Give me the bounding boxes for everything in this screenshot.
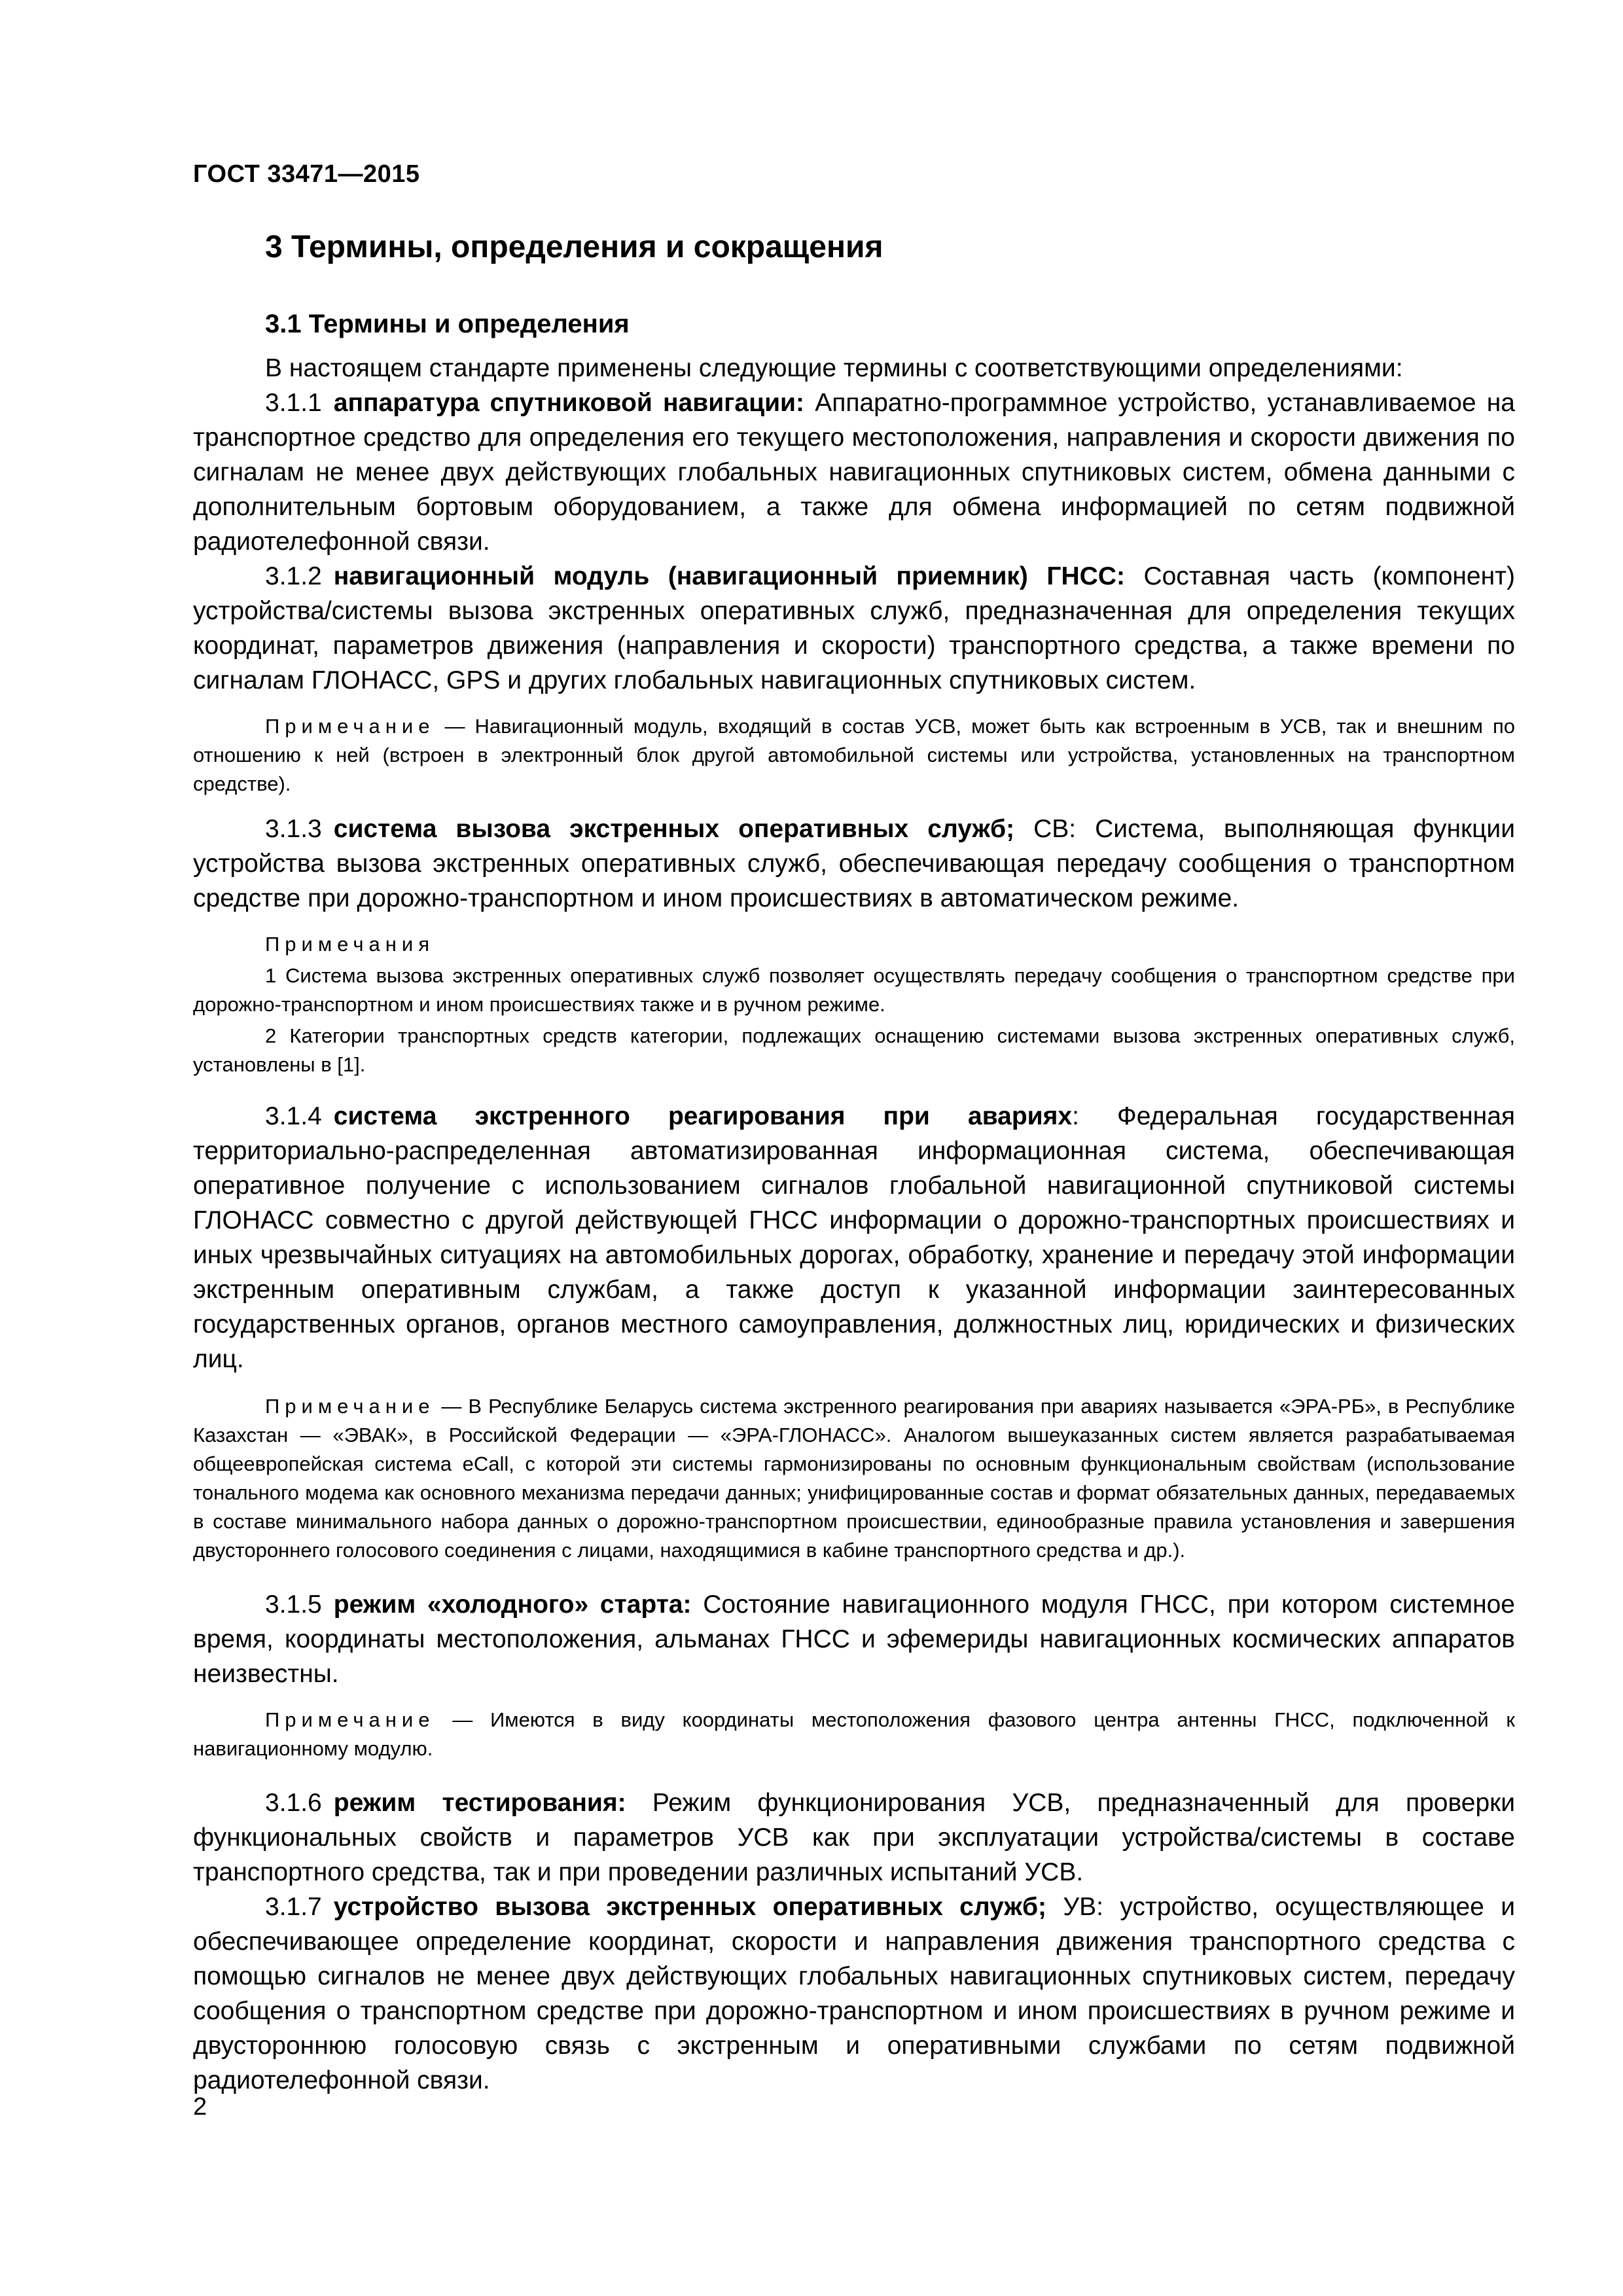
term-3-1-3	[193, 812, 1515, 916]
term-definition: Аппаратно-программное устройство, устанавливаемое на транспортное средство для определения его текущего местоположения, направления и скорости движения по сигналам не менее двух действующих глобальных навигационных спутниковых систем, обмена данными с дополнительным бортовым оборудованием, а также для обмена информацией по сетям подвижной радиотелефонной связи.	[193, 389, 1515, 556]
note-text: — Навигационный модуль, входящий в состав УСВ, может быть как встроенным в УСВ, так и внешним по отношению к ней (встроен в электронный блок другой автомобильной системы или устройства, установленных на транспортном средстве).	[193, 715, 1515, 795]
term-3-1-1	[193, 386, 1515, 559]
term-name: система вызова экстренных оперативных служб;	[333, 815, 1015, 843]
term-definition: Режим функционирования УСВ, предназначенный для проверки функциональных свойств и параметров УСВ как при эксплуатации устройства/системы в составе транспортного средства, так и при проведении различных испытаний УСВ.	[193, 1789, 1515, 1886]
subsection-title: 3.1 Термины и определения	[265, 310, 630, 338]
note-item-2: 2 Категории транспортных средств категории, подлежащих оснащению системами вызова экстренных оперативных служб, установлены в [1].	[193, 1024, 1515, 1076]
term-name: режим «холодного» старта:	[333, 1590, 692, 1619]
note-item-1: 1 Система вызова экстренных оперативных служб позволяет осуществлять передачу сообщения о транспортном средстве при дорожно-транспортном и ином происшествиях также и в ручном режиме.	[193, 964, 1515, 1016]
term-number: 3.1.4	[265, 1102, 322, 1130]
term-3-1-4	[193, 1099, 1515, 1376]
note-3-1-2	[193, 712, 1515, 798]
term-3-1-6	[193, 1785, 1515, 1890]
term-definition: УВ: устройство, осуществляющее и обеспечивающее определение координат, скорости и направления движения транспортного средства с помощью сигналов не менее двух действующих глобальных навигационных спутниковых систем, передачу сообщения о транспортном средстве при дорожно-транспортном и ином происшествиях в ручном режиме и двустороннюю голосовую связь с экстренным и оперативными службами по сетям подвижной радиотелефонной связи.	[193, 1893, 1515, 2094]
term-number: 3.1.2	[265, 562, 322, 590]
term-definition: Составная часть (компонент) устройства/системы вызова экстренных оперативных служб, предназначенная для определения текущих координат, параметров движения (направления и скорости) транспортного средства, а также времени по сигналам ГЛОНАСС, GPS и других глобальных навигационных спутниковых систем.	[193, 562, 1515, 694]
term-definition: СВ: Система, выполняющая функции устройства вызова экстренных оперативных служб, обеспечивающая передачу сообщения о транспортном средстве при дорожно-транспортном и ином происшествиях в автоматическом режиме.	[193, 815, 1515, 912]
intro-paragraph: В настоящем стандарте применены следующие термины с соответствующими определениями:	[265, 354, 1403, 382]
note-label: Примечание	[265, 1708, 435, 1731]
document-code: ГОСТ 33471—2015	[193, 160, 420, 188]
term-name: навигационный модуль (навигационный приемник) ГНСС:	[333, 562, 1125, 590]
section-title: 3 Термины, определения и сокращения	[265, 230, 883, 264]
document-body	[193, 306, 1515, 2098]
term-number: 3.1.7	[265, 1893, 322, 1921]
term-3-1-7	[193, 1890, 1515, 2098]
note-text: — В Республике Беларусь система экстренного реагирования при авариях называется «ЭРА-РБ», в Республике Казахстан — «ЭВАК», в Российской Федерации — «ЭРА-ГЛОНАСС». Аналогом вышеуказанных систем является разрабатываемая общеевропейская система eCall, с которой эти системы гармонизированы по основным функциональным свойствам (использование тонального модема как основного механизма передачи данных; унифицированные состав и формат обязательных данных, передаваемых в составе минимального набора данных о дорожно-транспортном происшествии, единообразные правила установления и завершения двустороннего голосового соединения с лицами, находящимися в кабине транспортного средства и др.).	[193, 1395, 1515, 1562]
term-definition: Состояние навигационного модуля ГНСС, при котором системное время, координаты местоположения, альманах ГНСС и эфемериды навигационных космических аппаратов неизвестны.	[193, 1590, 1515, 1688]
note-label: Примечание	[265, 715, 435, 738]
term-3-1-2	[193, 559, 1515, 698]
note-3-1-4	[193, 1392, 1515, 1565]
note-3-1-5	[193, 1706, 1515, 1763]
term-number: 3.1.1	[265, 389, 322, 417]
term-definition: : Федеральная государственная территориально-распределенная автоматизированная информационная система, обеспечивающая оперативное получение с использованием сигналов глобальной навигационной спутниковой системы ГЛОНАСС совместно с другой действующей ГНСС информации о дорожно-транспортных происшествиях и иных чрезвычайных ситуациях на автомобильных дорогах, обработку, хранение и передачу этой информации экстренным оперативным службам, а также доступ к указанной информации заинтересованных государственных органов, органов местного самоуправления, должностных лиц, юридических и физических лиц.	[193, 1102, 1515, 1373]
note-text: — Имеются в виду координаты местоположения фазового центра антенны ГНСС, подключенной к навигационному модулю.	[193, 1708, 1515, 1760]
notes-heading: Примечания	[265, 933, 435, 956]
term-name: система экстренного реагирования при авариях	[333, 1102, 1073, 1130]
note-label: Примечание	[265, 1395, 435, 1418]
term-name: аппаратура спутниковой навигации:	[333, 389, 805, 417]
term-name: режим тестирования:	[333, 1789, 626, 1817]
page-number: 2	[193, 2093, 207, 2121]
term-3-1-5	[193, 1587, 1515, 1691]
term-name: устройство вызова экстренных оперативных служб;	[333, 1893, 1047, 1921]
term-number: 3.1.5	[265, 1590, 322, 1619]
term-number: 3.1.3	[265, 815, 322, 843]
notes-3-1-3	[193, 930, 1515, 1079]
term-number: 3.1.6	[265, 1789, 322, 1817]
